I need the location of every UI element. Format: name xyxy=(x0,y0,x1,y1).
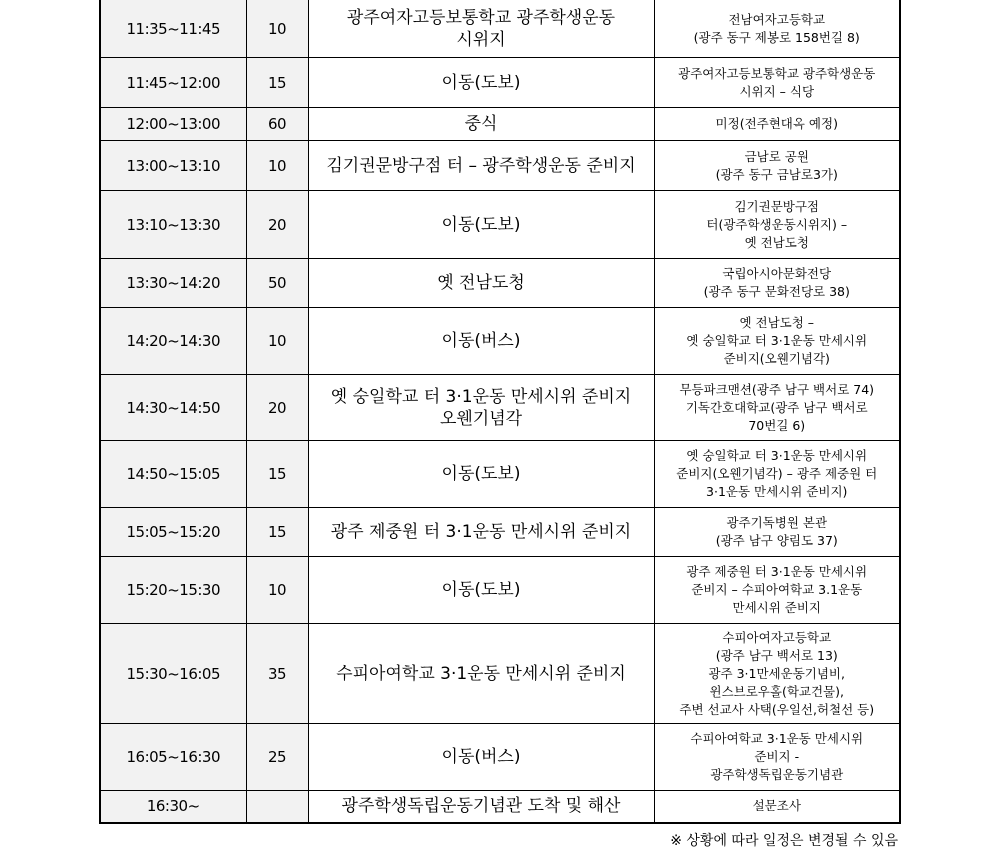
address-line: 3·1운동 만세시위 준비지) xyxy=(706,484,848,499)
address-line: 광주 3·1만세운동기념비, xyxy=(708,665,845,681)
schedule-row xyxy=(100,557,900,624)
time-cell: 12:00~13:00 xyxy=(100,108,246,141)
address-cell xyxy=(654,508,900,557)
duration-cell: 15 xyxy=(246,58,308,108)
schedule-row xyxy=(100,375,900,441)
address-line: 터(광주학생운동시위지) – xyxy=(706,216,848,232)
address-line: 무등파크맨션(광주 남구 백서로 74) xyxy=(679,381,875,397)
address-line: (광주 동구 금남로3가) xyxy=(715,166,838,182)
schedule-note: ※ 상황에 따라 일정은 변경될 수 있음 xyxy=(670,833,898,849)
schedule-row xyxy=(100,191,900,259)
schedule-row xyxy=(100,441,900,508)
address-line: 옛 숭일학교 터 3·1운동 만세시위 xyxy=(686,333,868,348)
time-cell: 13:10~13:30 xyxy=(100,191,246,259)
time-cell: 11:45~12:00 xyxy=(100,58,246,108)
address-line: 국립아시아문화전당 xyxy=(722,266,832,281)
time-cell: 15:05~15:20 xyxy=(100,508,246,557)
duration-cell xyxy=(246,791,308,823)
place-line: 광주학생독립운동기념관 도착 및 해산 xyxy=(341,796,621,817)
duration-cell: 60 xyxy=(246,108,308,141)
time-cell: 14:20~14:30 xyxy=(100,308,246,375)
place-cell xyxy=(308,58,654,108)
duration-cell: 10 xyxy=(246,308,308,375)
address-line: 준비지(오웬기념각) xyxy=(723,351,830,366)
place-line: 이동(도보) xyxy=(441,72,521,93)
schedule-body xyxy=(100,0,900,823)
place-line: 이동(버스) xyxy=(441,331,521,351)
place-cell xyxy=(308,141,654,191)
place-line: 이동(버스) xyxy=(441,747,521,767)
place-line: 오웬기념각 xyxy=(439,408,523,429)
schedule-row xyxy=(100,508,900,557)
duration-cell: 20 xyxy=(246,191,308,259)
address-cell xyxy=(654,791,900,823)
place-line: 이동(도보) xyxy=(441,464,521,484)
place-line: 수피아여학교 3·1운동 만세시위 준비지 xyxy=(336,663,626,684)
schedule-row xyxy=(100,791,900,823)
place-cell xyxy=(308,791,654,823)
time-cell: 15:30~16:05 xyxy=(100,624,246,724)
duration-cell: 35 xyxy=(246,624,308,724)
duration-cell: 10 xyxy=(246,141,308,191)
address-line: 전남여자고등학교 xyxy=(728,11,826,27)
place-cell xyxy=(308,308,654,375)
address-line: 준비지 - xyxy=(754,749,800,764)
place-line: 이동(도보) xyxy=(441,580,521,600)
time-cell: 14:30~14:50 xyxy=(100,375,246,441)
address-line: 광주여자고등보통학교 광주학생운동 xyxy=(678,65,876,81)
address-line: 김기권문방구점 xyxy=(734,198,820,214)
place-cell xyxy=(308,191,654,259)
time-cell: 13:30~14:20 xyxy=(100,259,246,308)
address-cell xyxy=(654,624,900,724)
duration-cell: 25 xyxy=(246,724,308,791)
place-cell xyxy=(308,0,654,58)
duration-cell: 15 xyxy=(246,508,308,557)
place-line: 김기권문방구점 터 – 광주학생운동 준비지 xyxy=(326,155,636,176)
address-line: 옛 숭일학교 터 3·1운동 만세시위 xyxy=(686,448,868,463)
address-line: 70번길 6) xyxy=(748,417,806,433)
address-cell xyxy=(654,58,900,108)
place-cell xyxy=(308,259,654,308)
time-cell: 14:50~15:05 xyxy=(100,441,246,508)
schedule-row xyxy=(100,724,900,791)
address-cell xyxy=(654,108,900,141)
schedule-row xyxy=(100,308,900,375)
address-line: 수피아여학교 3·1운동 만세시위 xyxy=(690,731,864,746)
place-cell xyxy=(308,108,654,141)
schedule-table xyxy=(99,0,901,824)
time-cell: 16:30~ xyxy=(100,791,246,823)
place-cell xyxy=(308,624,654,724)
schedule-row xyxy=(100,624,900,724)
place-cell xyxy=(308,508,654,557)
address-line: (광주 동구 제봉로 158번길 8) xyxy=(693,29,860,45)
address-line: 옛 전남도청 xyxy=(744,234,809,250)
address-line: 주변 선교사 사택(우일선,허철선 등) xyxy=(679,701,875,717)
address-line: 광주학생독립운동기념관 xyxy=(710,767,844,782)
address-line: 광주기독병원 본관 xyxy=(726,515,828,530)
place-cell xyxy=(308,375,654,441)
place-cell xyxy=(308,557,654,624)
place-line: 광주 제중원 터 3·1운동 만세시위 준비지 xyxy=(330,522,632,542)
time-cell: 11:35~11:45 xyxy=(100,0,246,58)
address-line: 준비지(오웬기념각) – 광주 제중원 터 xyxy=(676,466,878,481)
address-line: 만세시위 준비지 xyxy=(732,600,821,615)
place-line: 광주여자고등보통학교 광주학생운동 xyxy=(346,7,616,28)
address-cell xyxy=(654,724,900,791)
place-cell xyxy=(308,441,654,508)
address-cell xyxy=(654,141,900,191)
place-cell xyxy=(308,724,654,791)
duration-cell: 15 xyxy=(246,441,308,508)
address-cell xyxy=(654,0,900,58)
place-line: 중식 xyxy=(464,114,498,134)
duration-cell: 10 xyxy=(246,557,308,624)
schedule-row xyxy=(100,58,900,108)
time-cell: 16:05~16:30 xyxy=(100,724,246,791)
place-line: 이동(도보) xyxy=(441,214,521,235)
duration-cell: 20 xyxy=(246,375,308,441)
place-line: 시위지 xyxy=(456,29,506,50)
schedule-row xyxy=(100,0,900,58)
place-line: 옛 숭일학교 터 3·1운동 만세시위 준비지 xyxy=(330,386,632,407)
address-cell xyxy=(654,557,900,624)
address-line: (광주 남구 백서로 13) xyxy=(715,647,838,663)
address-line: (광주 동구 문화전당로 38) xyxy=(703,284,850,299)
schedule-row xyxy=(100,141,900,191)
time-cell: 13:00~13:10 xyxy=(100,141,246,191)
address-line: 윈스브로우홀(학교건물), xyxy=(709,683,844,699)
schedule-row xyxy=(100,108,900,141)
address-cell xyxy=(654,441,900,508)
address-line: 광주 제중원 터 3·1운동 만세시위 xyxy=(686,564,868,579)
address-line: 준비지 – 수피아여학교 3.1운동 xyxy=(691,582,863,597)
address-line: 미정(전주현대옥 예정) xyxy=(715,116,838,131)
address-cell xyxy=(654,191,900,259)
address-line: 시위지 – 식당 xyxy=(739,83,815,99)
address-cell xyxy=(654,308,900,375)
address-cell xyxy=(654,259,900,308)
schedule-row xyxy=(100,259,900,308)
duration-cell: 10 xyxy=(246,0,308,58)
address-line: (광주 남구 양림도 37) xyxy=(715,533,838,548)
address-line: 옛 전남도청 – xyxy=(739,315,815,330)
address-line: 금남로 공원 xyxy=(744,148,809,164)
address-line: 기독간호대학교(광주 남구 백서로 xyxy=(685,399,868,415)
address-line: 설문조사 xyxy=(752,798,801,814)
time-cell: 15:20~15:30 xyxy=(100,557,246,624)
address-cell xyxy=(654,375,900,441)
duration-cell: 50 xyxy=(246,259,308,308)
address-line: 수피아여자고등학교 xyxy=(722,629,832,645)
place-line: 옛 전남도청 xyxy=(437,273,525,293)
